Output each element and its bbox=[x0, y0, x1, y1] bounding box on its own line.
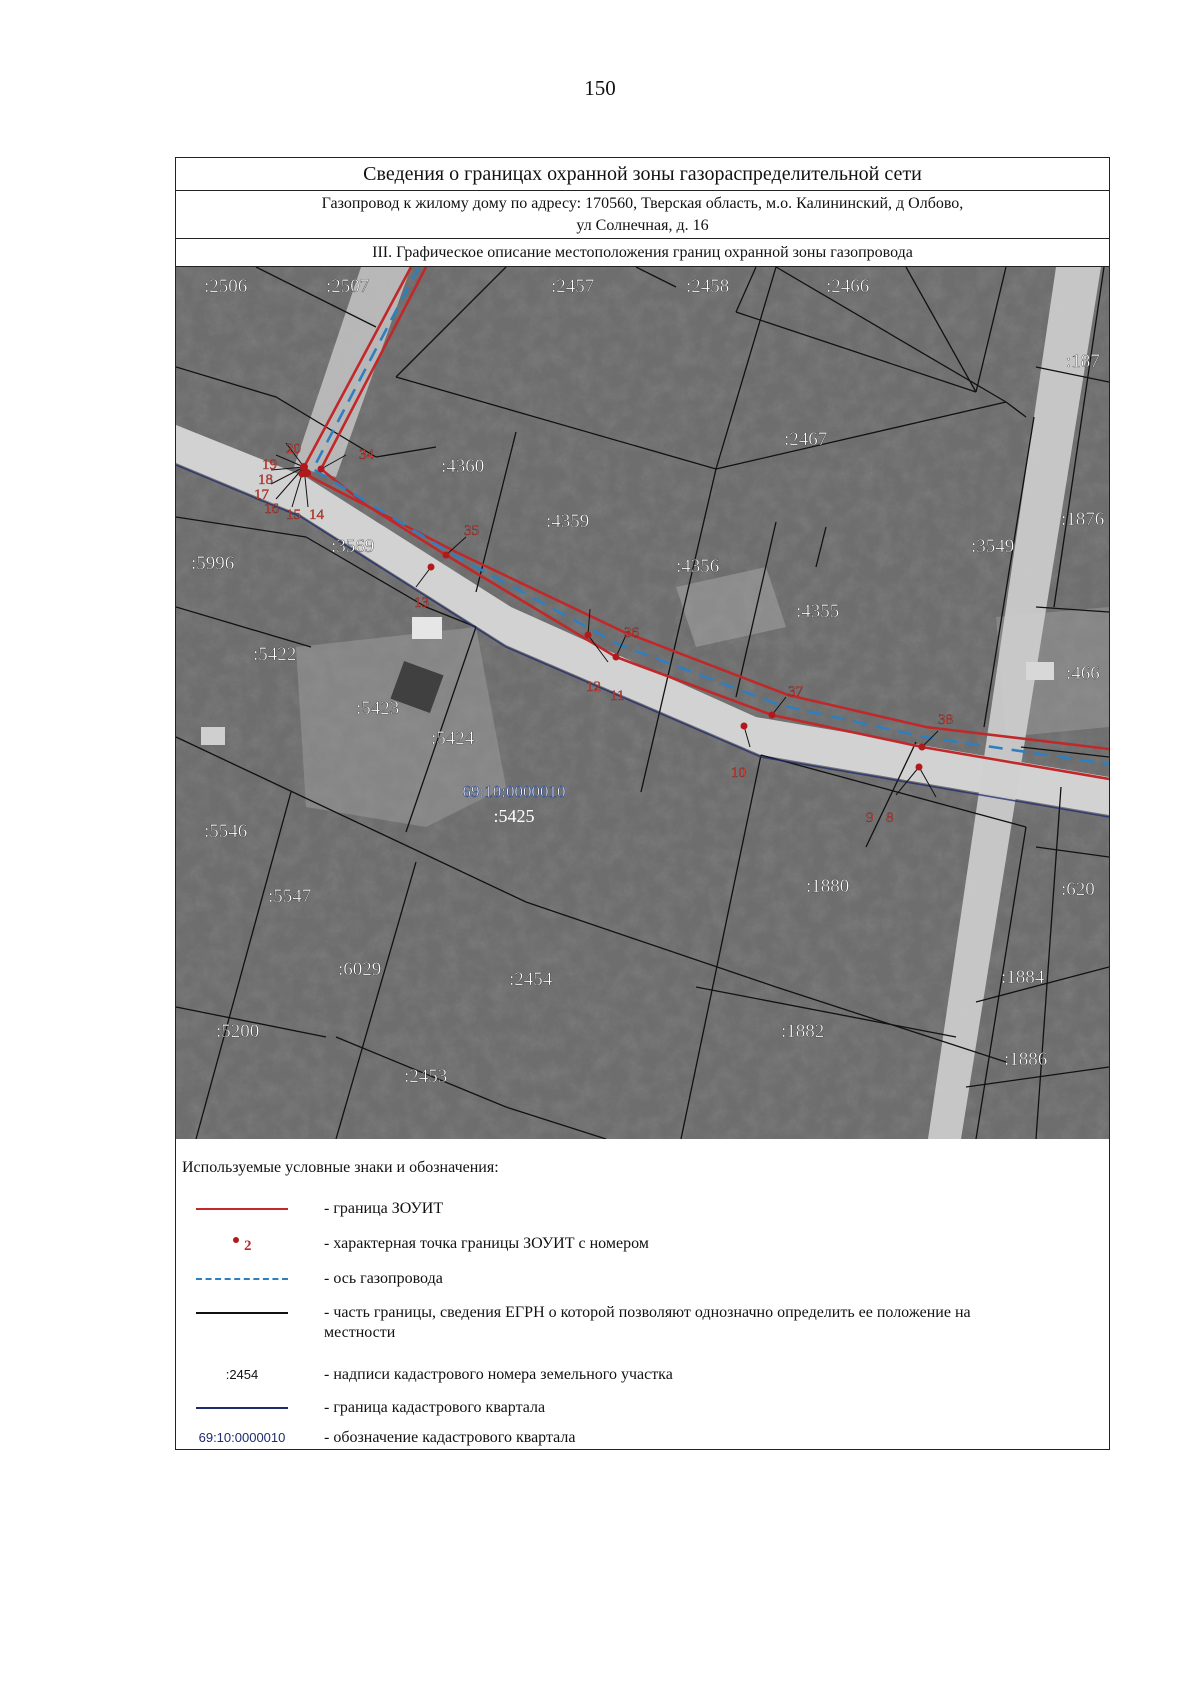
legend-text: - характерная точка границы ЗОУИТ с номером bbox=[324, 1235, 649, 1252]
legend-symbol-parcel-number bbox=[196, 1365, 288, 1385]
point-number-label: 20 bbox=[286, 441, 301, 457]
point-number-label: 14 bbox=[309, 507, 324, 523]
parcel-label: :4359 bbox=[546, 511, 590, 532]
quarter-parcel-label: :5425 bbox=[493, 806, 535, 826]
point-number-label: 38 bbox=[938, 712, 953, 728]
legend-parcel-number: :2454 bbox=[225, 1367, 259, 1382]
cadastral-map[interactable] bbox=[176, 267, 1109, 1139]
building bbox=[1026, 662, 1054, 680]
parcel-label: :4355 bbox=[796, 601, 840, 622]
point-number-label: 35 bbox=[464, 523, 479, 539]
sheet-title: Сведения о границах охранной зоны газораспределительной сети bbox=[176, 158, 1109, 191]
point-number-label: 13 bbox=[414, 595, 429, 611]
legend-text: - часть границы, сведения ЕГРН о которой позволяют однозначно определить ее положение на местности bbox=[324, 1304, 971, 1341]
point-number-label: 16 bbox=[264, 501, 279, 517]
section-title: III. Графическое описание местоположения границ охранной зоны газопровода bbox=[176, 239, 1109, 267]
parcel-label: :5546 bbox=[204, 821, 248, 842]
parcel-label: :1876 bbox=[1061, 509, 1105, 530]
parcel-label: :3549 bbox=[971, 536, 1015, 557]
legend-symbol-quarter-number bbox=[196, 1428, 288, 1448]
parcel-label: :466 bbox=[1066, 663, 1100, 684]
parcel-label: :187 bbox=[1066, 351, 1100, 372]
point-number-label: 9 bbox=[866, 810, 874, 826]
legend-text: - ось газопровода bbox=[324, 1270, 443, 1287]
legend-point-number: 2 bbox=[244, 1238, 252, 1254]
object-line-1: Газопровод к жилому дому по адресу: 170560, Тверская область, м.о. Калининский, д Олбово, bbox=[321, 195, 964, 212]
object-description bbox=[176, 191, 1109, 239]
parcel-label: :5547 bbox=[268, 886, 312, 907]
parcel-label: :5200 bbox=[216, 1021, 260, 1042]
parcel-label: :620 bbox=[1061, 879, 1095, 900]
legend-symbol-red-line bbox=[196, 1199, 288, 1219]
point-number-label: 11 bbox=[610, 688, 625, 704]
page-number: 150 bbox=[584, 76, 616, 100]
point-number-label: 18 bbox=[258, 472, 273, 488]
point-number-label: 15 bbox=[286, 507, 301, 523]
legend-title: Используемые условные знаки и обозначения: bbox=[182, 1159, 499, 1176]
parcel-label: :5423 bbox=[356, 698, 400, 719]
point-number-label: 12 bbox=[586, 679, 601, 695]
point-number-label: 17 bbox=[254, 487, 269, 503]
parcel-label: :1882 bbox=[781, 1021, 825, 1042]
legend-symbol-point bbox=[196, 1234, 288, 1254]
legend-text: - надписи кадастрового номера земельного участка bbox=[324, 1366, 673, 1383]
parcel-label: :2457 bbox=[551, 276, 595, 297]
legend-symbol-dashed-line bbox=[196, 1269, 288, 1289]
object-line-2: ул Солнечная, д. 16 bbox=[576, 217, 709, 234]
parcel-label: :2467 bbox=[784, 429, 828, 450]
legend-quarter-number: 69:10:0000010 bbox=[198, 1430, 286, 1445]
parcel-label: :2506 bbox=[204, 276, 248, 297]
building bbox=[412, 617, 442, 639]
quarter-number-label: 69:10:0000010 bbox=[462, 782, 566, 801]
building bbox=[201, 727, 225, 745]
legend-text: - граница ЗОУИТ bbox=[324, 1200, 444, 1217]
parcel-label: :5424 bbox=[431, 728, 475, 749]
parcel-label: :2507 bbox=[326, 276, 370, 297]
legend-text: - обозначение кадастрового квартала bbox=[324, 1429, 576, 1446]
parcel-label: :6029 bbox=[338, 959, 382, 980]
parcel-label: :1880 bbox=[806, 876, 850, 897]
parcel-label: :2453 bbox=[404, 1066, 448, 1087]
parcel-label: :2458 bbox=[686, 276, 730, 297]
point-number-label: 8 bbox=[886, 810, 894, 826]
parcel-label: :1886 bbox=[1004, 1049, 1048, 1070]
parcel-label: :4356 bbox=[676, 556, 720, 577]
map-sheet bbox=[175, 157, 1110, 1450]
parcel-label: :1884 bbox=[1001, 967, 1045, 988]
parcel-label: :5996 bbox=[191, 553, 235, 574]
parcel-label: :5422 bbox=[253, 644, 297, 665]
map-canvas bbox=[176, 267, 1109, 1139]
point-number-label: 36 bbox=[624, 625, 639, 641]
point-number-label: 10 bbox=[731, 765, 746, 781]
point-number-label: 37 bbox=[788, 684, 803, 700]
point-number-label: 19 bbox=[262, 457, 277, 473]
legend bbox=[176, 1139, 1109, 1449]
parcel-label: :2466 bbox=[826, 276, 870, 297]
parcel-label: :4360 bbox=[441, 456, 485, 477]
point-number-label: 34 bbox=[359, 447, 374, 463]
legend-symbol-navy-line bbox=[196, 1398, 288, 1418]
parcel-label: :2454 bbox=[509, 969, 553, 990]
parcel-label: :3569 bbox=[331, 536, 375, 557]
legend-symbol-black-line bbox=[196, 1303, 288, 1323]
legend-text: - граница кадастрового квартала bbox=[324, 1399, 546, 1416]
